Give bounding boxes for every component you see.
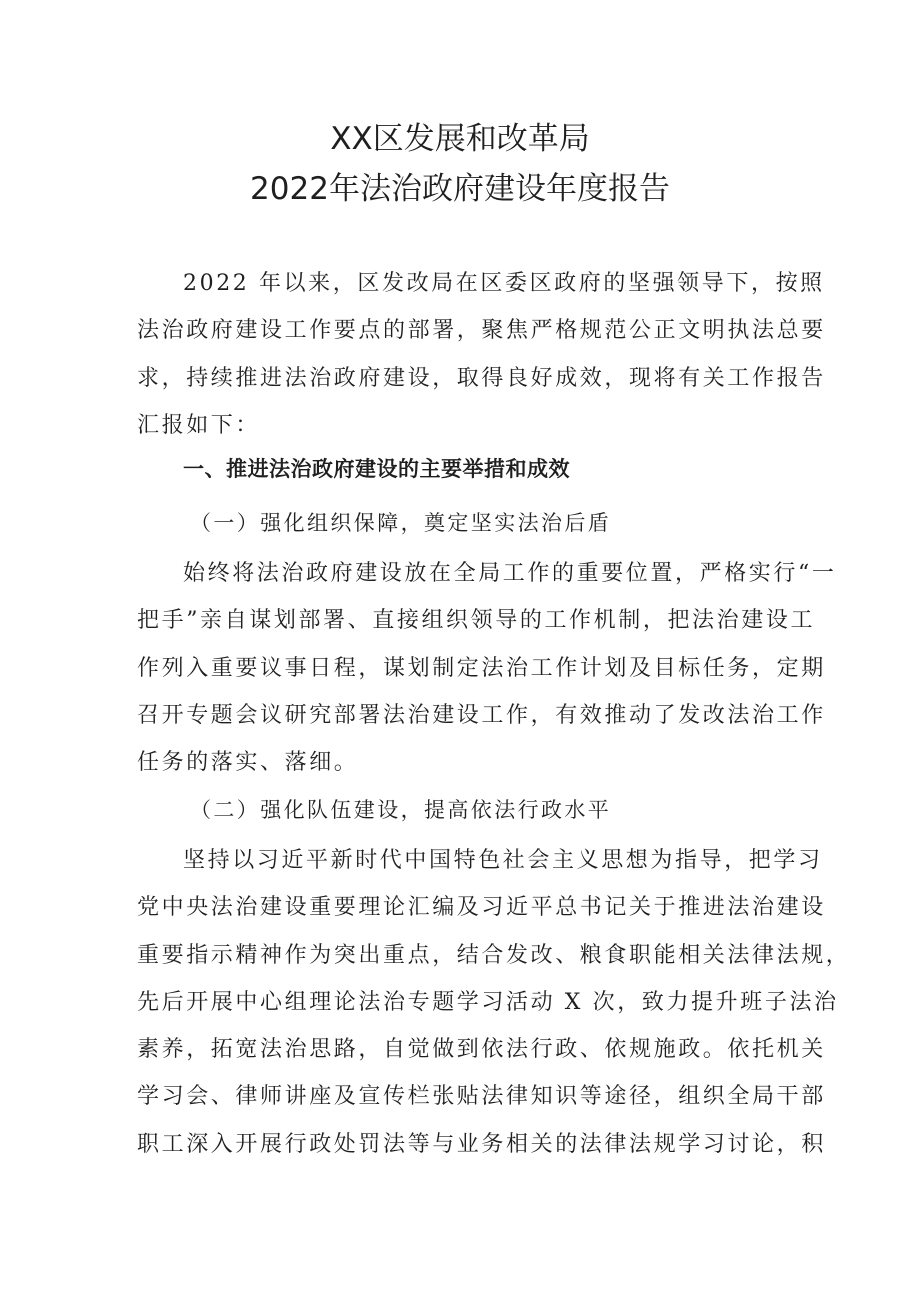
subsection2-paragraph	[137, 837, 851, 1168]
subsection1-line: 把手”亲自谋划部署、直接组织领导的工作机制，把法治建设工	[137, 608, 816, 634]
subsection1-paragraph	[137, 550, 837, 786]
subsection1-line: 作列入重要议事日程，谋划制定法治工作计划及目标任务，定期	[137, 655, 826, 681]
intro-paragraph	[137, 260, 826, 449]
intro-line: 求，持续推进法治政府建设，取得良好成效，现将有关工作报告	[137, 365, 826, 391]
subsection2-line: 重要指示精神作为突出重点，结合发改、粮食职能相关法律法规，	[137, 942, 851, 968]
subsection1-line: 召开专题会议研究部署法治建设工作，有效推动了发改法治工作	[137, 702, 826, 728]
subsection2-line: 学习会、律师讲座及宣传栏张贴法律知识等途径，组织全局干部	[137, 1084, 826, 1110]
document-title-line2: 2022年法治政府建设年度报告	[250, 171, 670, 207]
subsection2-line: 职工深入开展行政处罚法等与业务相关的法律法规学习讨论，积	[137, 1131, 826, 1157]
intro-line: 汇报如下：	[137, 412, 261, 438]
intro-line: 法治政府建设工作要点的部署，聚焦严格规范公正文明执法总要	[137, 318, 826, 344]
subsection1-line: 任务的落实、落细。	[137, 750, 359, 776]
intro-line: 2022 年以来，区发改局在区委区政府的坚强领导下，按照	[183, 271, 825, 296]
document-title-line1: XX区发展和改革局	[330, 121, 590, 157]
subsection1-heading: （一）强化组织保障，奠定坚实法治后盾	[190, 511, 612, 535]
subsection2-line: 先后开展中心组理论法治专题学习活动 X 次，致力提升班子法治	[137, 989, 839, 1015]
subsection2-line: 素养，拓宽法治思路，自觉做到依法行政、依规施政。依托机关	[137, 1037, 826, 1063]
subsection2-line: 党中央法治建设重要理论汇编及习近平总书记关于推进法治建设	[137, 895, 826, 921]
section1-heading: 一、推进法治政府建设的主要举措和成效	[183, 457, 570, 481]
subsection2-heading: （二）强化队伍建设，提高依法行政水平	[190, 798, 612, 822]
subsection2-line: 坚持以习近平新时代中国特色社会主义思想为指导，把学习	[183, 848, 823, 873]
subsection1-line: 始终将法治政府建设放在全局工作的重要位置，严格实行“一	[183, 561, 837, 586]
